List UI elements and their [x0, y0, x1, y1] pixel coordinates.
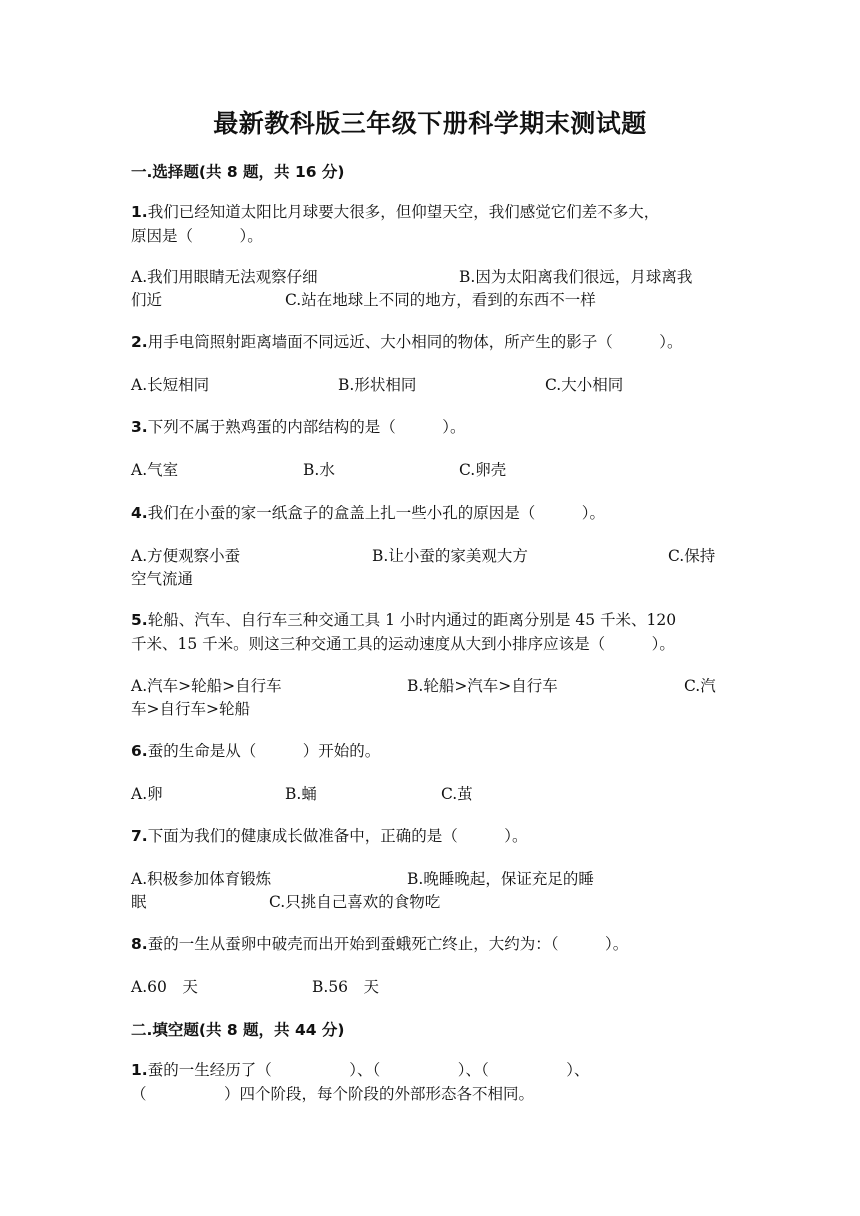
question-1: [131, 201, 751, 223]
question-7: [131, 825, 751, 847]
option-b-continued: 们近: [131, 291, 163, 309]
option-b: B.让小蚕的家美观大方: [372, 547, 528, 565]
option-c-continued: 空气流通: [131, 570, 194, 588]
option-a: A.气室: [131, 461, 179, 479]
section-heading-fill: 二.填空题(共 8 题，共 44 分): [131, 1021, 345, 1039]
question-text: 蚕的一生经历了（ ）、（ ）、（ ）、: [147, 1061, 590, 1079]
question-text: 我们已经知道太阳比月球要大很多，但仰望天空，我们感觉它们差不多大，: [147, 203, 660, 221]
option-c-continued: 车>自行车>轮船: [131, 700, 250, 718]
question-text: 蚕的一生从蚕卵中破壳而出开始到蚕蛾死亡终止，大约为：（ ）。: [147, 935, 629, 953]
option-b: B.形状相同: [338, 376, 417, 394]
question-text: 下列不属于熟鸡蛋的内部结构的是（ ）。: [147, 418, 466, 436]
option-b: B.56 天: [312, 978, 380, 996]
option-b-continued: 眠: [131, 893, 147, 911]
option-b: B.轮船>汽车>自行车: [407, 677, 558, 695]
question-text: 用手电筒照射距离墙面不同远近、大小相同的物体，所产生的影子（ ）。: [147, 333, 683, 351]
option-c: C.卵壳: [459, 461, 507, 479]
question-6: [131, 740, 751, 762]
fill-question-1-line-2: （ ）四个阶段，每个阶段的外部形态各不相同。: [131, 1085, 535, 1103]
question-text: 下面为我们的健康成长做准备中，正确的是（ ）。: [147, 827, 528, 845]
option-a: A.方便观察小蚕: [131, 547, 241, 565]
question-number: 5.: [131, 611, 148, 629]
option-c: C.保持: [668, 547, 716, 565]
section-heading-choice: 一.选择题(共 8 题，共 16 分): [131, 163, 345, 181]
question-2: [131, 331, 751, 353]
question-4: [131, 502, 751, 524]
question-5: [131, 609, 751, 631]
option-a: A.我们用眼睛无法观察仔细: [131, 268, 318, 286]
option-c: C.茧: [441, 785, 473, 803]
question-text: 蚕的生命是从（ ）开始的。: [147, 742, 381, 760]
question-3: [131, 416, 751, 438]
question-8: [131, 933, 751, 955]
question-number: 8.: [131, 935, 148, 953]
question-1-line-2: 原因是（ ）。: [131, 227, 263, 245]
option-a: A.积极参加体育锻炼: [131, 870, 272, 888]
option-b: B.因为太阳离我们很远，月球离我: [459, 268, 693, 286]
option-a: A.长短相同: [131, 376, 210, 394]
question-text: 我们在小蚕的家一纸盒子的盒盖上扎一些小孔的原因是（ ）。: [147, 504, 605, 522]
question-number: 3.: [131, 418, 148, 436]
question-number: 7.: [131, 827, 148, 845]
question-number: 1.: [131, 203, 148, 221]
option-c: C.大小相同: [545, 376, 624, 394]
option-a: A.汽车>轮船>自行车: [131, 677, 282, 695]
option-a: A.60 天: [131, 978, 198, 996]
question-5-line-2: 千米、15 千米。则这三种交通工具的运动速度从大到小排序应该是（ ）。: [131, 635, 675, 653]
option-c: C.站在地球上不同的地方，看到的东西不一样: [285, 291, 596, 309]
question-number: 6.: [131, 742, 148, 760]
question-number: 4.: [131, 504, 148, 522]
fill-question-1: [131, 1059, 751, 1081]
option-c: C.只挑自己喜欢的食物吃: [269, 893, 441, 911]
question-number: 2.: [131, 333, 148, 351]
page-title: 最新教科版三年级下册科学期末测试题: [213, 109, 647, 138]
option-b: B.晚睡晚起，保证充足的睡: [407, 870, 594, 888]
question-number: 1.: [131, 1061, 148, 1079]
option-b: B.蛹: [285, 785, 317, 803]
question-text: 轮船、汽车、自行车三种交通工具 1 小时内通过的距离分别是 45 千米、120: [147, 611, 677, 629]
option-a: A.卵: [131, 785, 163, 803]
option-b: B.水: [303, 461, 335, 479]
option-c: C.汽: [684, 677, 716, 695]
